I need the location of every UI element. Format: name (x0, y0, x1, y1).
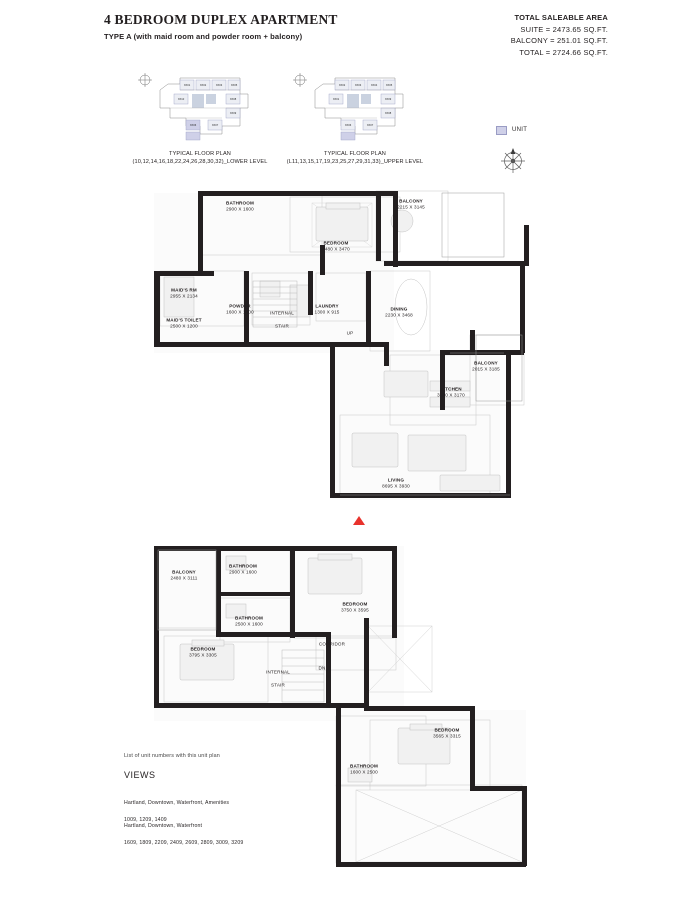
area-total: TOTAL = 2724.66 SQ.FT. (519, 47, 608, 57)
room-name: DINING (390, 306, 408, 312)
svg-text:XX06: XX06 (344, 124, 352, 127)
svg-text:XX01: XX01 (183, 84, 191, 87)
room-name: BALCONY (474, 360, 498, 366)
compass-icon (498, 146, 528, 176)
keyplan-lower (130, 68, 270, 168)
room-label-laundry (314, 298, 339, 323)
room-label-maids-toilet (166, 312, 201, 337)
room-name: MAID'S TOILET (166, 317, 202, 323)
room-name: BEDROOM (434, 727, 460, 733)
svg-text:XX07: XX07 (211, 124, 219, 127)
room-label-internal-stair-lower (270, 304, 294, 335)
area-heading: TOTAL SALEABLE AREA (514, 13, 608, 22)
unit-legend-label: UNIT (512, 127, 528, 133)
room-name: BEDROOM (323, 240, 349, 246)
views-group-1-desc: Hartland, Downtown, Waterfront, Amenities (124, 800, 230, 807)
svg-text:XX02: XX02 (199, 84, 207, 87)
svg-text:XX08: XX08 (229, 98, 237, 101)
room-dims: 3150 X 3170 (437, 393, 465, 398)
room-label-bedroom-upper-2 (189, 641, 217, 666)
room-name: BATHROOM (235, 615, 263, 621)
room-label-dining (385, 301, 413, 326)
room-name: DN (318, 665, 326, 671)
keyplan-lower-diagram (130, 68, 270, 158)
room-label-bathroom-upper-2 (235, 610, 263, 635)
room-name: INTERNAL (270, 310, 294, 316)
room-label-bedroom-upper-1 (341, 596, 369, 621)
room-dims: 3750 X 3595 (341, 608, 369, 613)
room-name: BEDROOM (190, 646, 216, 652)
room-label-bathroom-upper-1 (229, 558, 257, 583)
room-dims: 2500 X 1200 (170, 324, 198, 329)
room-name: BEDROOM (342, 601, 368, 607)
room-name: CORRIDOR (318, 641, 346, 647)
room-name: KITCHEN (440, 386, 462, 392)
room-dims: 4480 X 3470 (322, 247, 350, 252)
room-name: POWDER (229, 303, 251, 309)
room-label-dn (319, 660, 326, 679)
unit-legend-swatch (496, 126, 507, 135)
lower-level-drawing (140, 185, 560, 515)
views-group-2-units: 1609, 1809, 2209, 2409, 2609, 2809, 3009, 3209 (124, 840, 244, 847)
room-dims: 8695 X 3930 (382, 484, 410, 489)
room-label-kitchen (437, 381, 465, 406)
room-dims: 2480 X 3111 (170, 576, 198, 581)
svg-text:XX08: XX08 (384, 112, 392, 115)
room-name: BALCONY (172, 569, 196, 575)
room-label-balcony-1 (397, 193, 425, 218)
room-name: UP (346, 330, 354, 336)
room-label-internal-stair-upper (266, 663, 290, 694)
room-name: BALCONY (399, 198, 423, 204)
room-label-maids-room (170, 282, 198, 307)
svg-text:XX09: XX09 (229, 112, 237, 115)
entry-marker (353, 516, 365, 525)
keyplan-lower-caption-line2: (10,12,14,16,18,22,24,26,28,30,32)_LOWER LEVEL (132, 159, 268, 165)
room-dims: 1600 X 2500 (350, 770, 378, 775)
svg-text:XX02: XX02 (338, 84, 346, 87)
room-label-bedroom-1 (322, 235, 350, 260)
svg-text:XX06: XX06 (189, 124, 197, 127)
svg-text:XX05: XX05 (230, 84, 238, 87)
area-suite: SUITE = 2473.65 SQ.FT. (520, 24, 608, 34)
room-dims: 2900 X 1600 (226, 207, 254, 212)
svg-text:XX07: XX07 (366, 124, 374, 127)
room-label-bedroom-upper-3 (433, 722, 461, 747)
svg-text:XX01: XX01 (332, 98, 340, 101)
room-label-bathroom-upper-3 (350, 758, 378, 783)
keyplan-upper-caption-line1: TYPICAL FLOOR PLAN (324, 151, 386, 157)
page-title: 4 BEDROOM DUPLEX APARTMENT (104, 12, 338, 27)
views-group-2 (124, 814, 243, 856)
room-name: BATHROOM (226, 200, 254, 206)
views-group-1-units: 1009, 1209, 1409 (124, 817, 167, 824)
room-label-corridor (319, 636, 345, 655)
keyplan-upper-caption-line2: (L11,13,15,17,19,23,25,27,29,31,33)_UPPER LEVEL (286, 159, 424, 165)
room-name: LAUNDRY (315, 303, 339, 309)
page-subtitle: TYPE A (with maid room and powder room + balcony) (104, 32, 303, 41)
room-label-bathroom-1 (226, 195, 254, 220)
room-dims: 2015 X 3185 (472, 367, 500, 372)
keyplan-upper-caption (255, 150, 455, 166)
room-dims: STAIR (271, 682, 285, 688)
room-name: MAID'S RM (171, 287, 197, 293)
room-dims: 2900 X 1600 (229, 570, 257, 575)
room-dims: 1600 X 1400 (226, 310, 254, 315)
room-dims: 3565 X 3315 (433, 734, 461, 739)
room-label-up (347, 325, 354, 344)
unit-list-note: List of unit numbers with this unit plan (124, 753, 220, 759)
svg-text:XX03: XX03 (215, 84, 223, 87)
svg-text:XX04: XX04 (370, 84, 378, 87)
room-name: INTERNAL (266, 669, 290, 675)
room-name: BATHROOM (229, 563, 257, 569)
keyplan-lower-caption-line1: TYPICAL FLOOR PLAN (169, 151, 231, 157)
views-group-2-desc: Hartland, Downtown, Waterfront (124, 823, 203, 830)
views-title: VIEWS (124, 770, 156, 780)
room-name: LIVING (387, 477, 405, 483)
area-balcony: BALCONY = 251.01 SQ.FT. (510, 36, 608, 45)
svg-text:XX03: XX03 (354, 84, 362, 87)
svg-text:XX10: XX10 (177, 98, 185, 101)
room-dims: 2230 X 3468 (385, 313, 413, 318)
keyplan-upper (285, 68, 425, 168)
room-dims: 2955 X 2134 (170, 294, 198, 299)
room-label-powder (226, 298, 254, 323)
lower-level-floorplan (140, 185, 560, 515)
total-saleable-area (511, 12, 608, 58)
room-label-living (382, 472, 410, 497)
keyplan-upper-diagram (285, 68, 425, 158)
room-dims: 2500 X 1600 (235, 622, 263, 627)
room-dims: STAIR (275, 323, 289, 329)
room-name: BATHROOM (350, 763, 378, 769)
room-label-balcony-upper (170, 564, 197, 589)
room-dims: 1300 X 915 (314, 310, 340, 315)
svg-text:XX05: XX05 (385, 84, 393, 87)
room-dims: 2215 X 3145 (397, 205, 425, 210)
svg-text:XX09: XX09 (384, 98, 392, 101)
room-label-balcony-2 (472, 355, 500, 380)
room-dims: 3795 X 3305 (189, 653, 217, 658)
